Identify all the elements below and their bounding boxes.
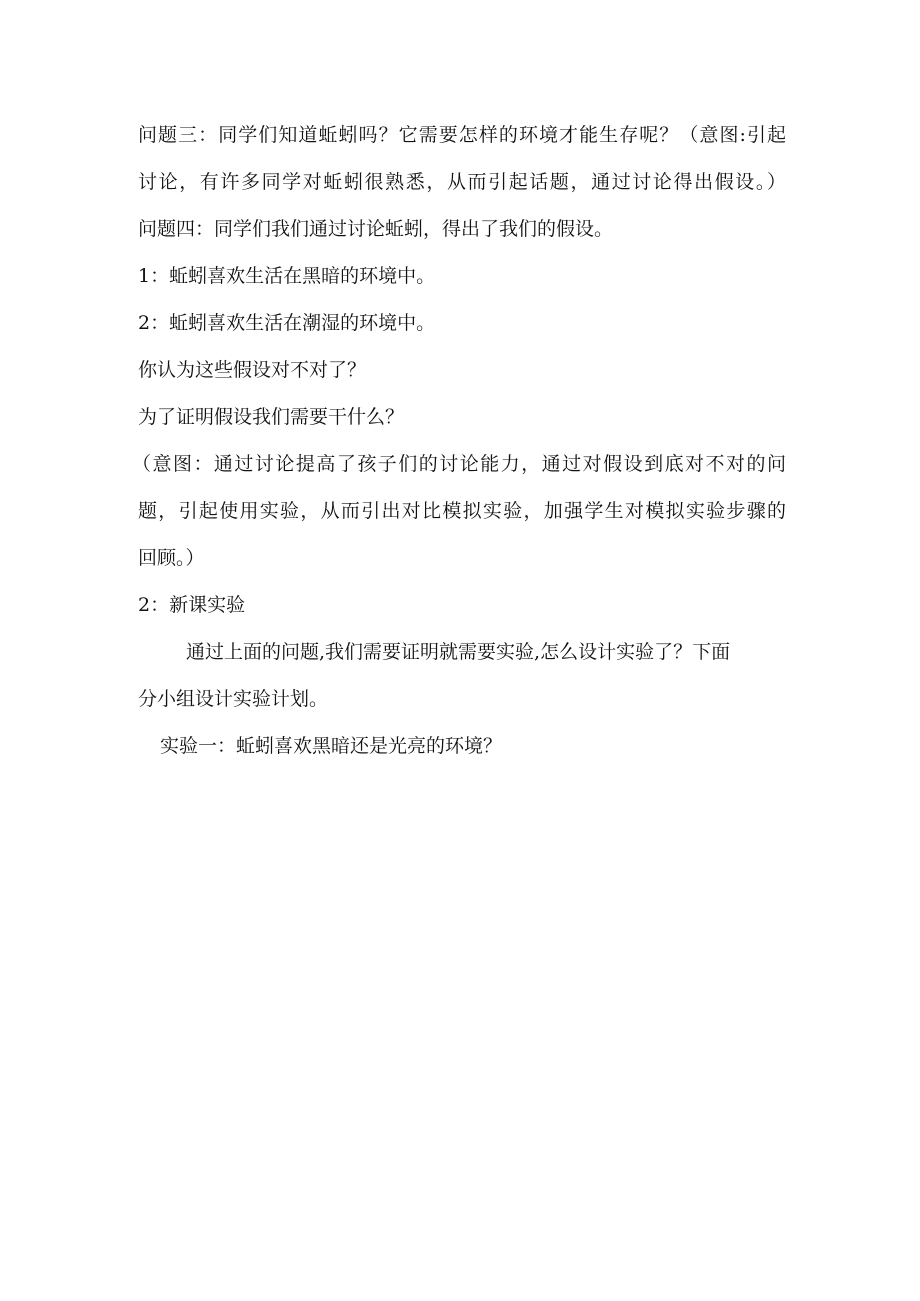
hypothesis-2: 2：蚯蚓喜欢生活在潮湿的环境中。: [138, 312, 436, 334]
question-validity: 你认为这些假设对不对了？: [138, 359, 367, 381]
document-body: [132, 112, 786, 770]
paragraph-line-question-4: 问题四：同学们我们通过讨论蚯蚓，得出了我们的假设。: [138, 218, 614, 240]
question-what-to-do: 为了证明假设我们需要干什么？: [138, 406, 405, 428]
intent-line-2: 题，引起使用实验，从而引出对比模拟实验，加强学生对模拟实验步骤的: [138, 500, 786, 522]
experiment-intro-line-1: 通过上面的问题,我们需要证明就需要实验,怎么设计实验了？下面: [186, 641, 731, 663]
intent-line-3: 回顾。）: [138, 547, 205, 569]
paragraph-line-question-3-intent: 讨论，有许多同学对蚯蚓很熟悉，从而引起话题，通过讨论得出假设。）: [138, 171, 786, 193]
paragraph-line-question-3: 问题三：同学们知道蚯蚓吗？它需要怎样的环境才能生存呢？（意图:引起: [138, 124, 786, 146]
hypothesis-1: 1：蚯蚓喜欢生活在黑暗的环境中。: [138, 265, 436, 287]
experiment-intro-line-2: 分小组设计实验计划。: [138, 688, 329, 710]
experiment-one-title: 实验一：蚯蚓喜欢黑暗还是光亮的环境？: [160, 735, 503, 757]
section-heading-new-lesson-experiment: 2：新课实验: [138, 594, 246, 616]
intent-line-1: （意图：通过讨论提高了孩子们的讨论能力，通过对假设到底对不对的问: [132, 453, 786, 475]
